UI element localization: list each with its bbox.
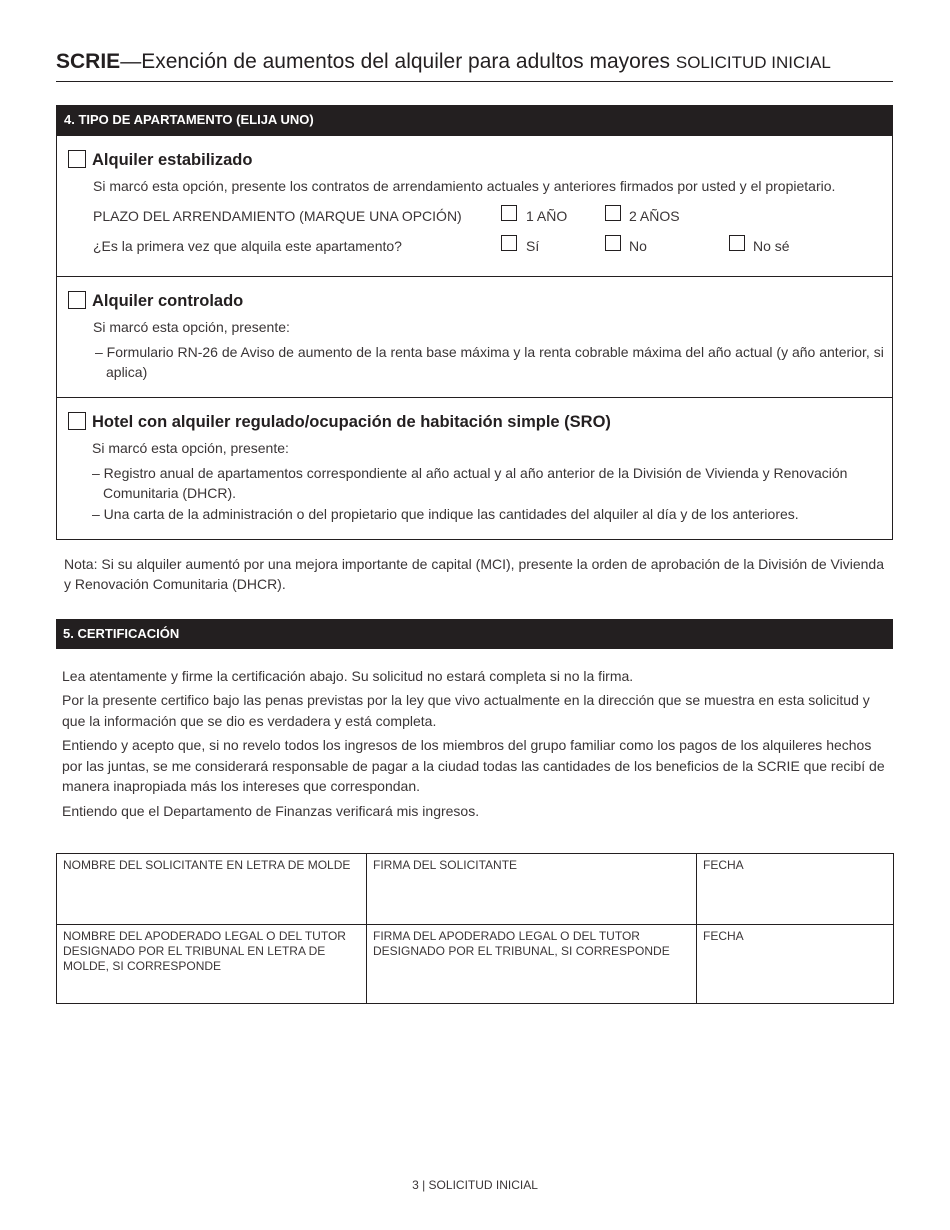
first-time-no-label: No: [629, 238, 647, 254]
guardian-name-field[interactable]: [57, 925, 366, 1003]
lease-2-years-label: 2 AÑOS: [629, 208, 680, 224]
page-footer: 3 | SOLICITUD INICIAL: [412, 1178, 538, 1192]
lease-1-year-label: 1 AÑO: [526, 208, 568, 224]
program-name: SCRIE: [56, 50, 121, 73]
section-apartment-type: [56, 105, 893, 540]
sro-hotel-bullet-1: – Registro anual de apartamentos correspondiente al año actual y al año anterior de la División de Vivienda y Renovación Comunitaria (DHCR).: [92, 465, 848, 501]
rent-stabilized-checkbox[interactable]: [68, 150, 86, 168]
applicant-name-field[interactable]: [57, 854, 366, 924]
signature-table: [56, 853, 894, 1004]
first-time-unsure-checkbox[interactable]: [729, 235, 745, 251]
rent-controlled-bullet: – Formulario RN-26 de Aviso de aumento de la renta base máxima y la renta cobrable máxima del año actual (y año anterior, si aplica): [95, 344, 884, 380]
mci-note: Nota: Si su alquiler aumentó por una mejora importante de capital (MCI), presente la orden de aprobación de la División de Vivienda y Renovación Comunitaria (DHCR).: [64, 556, 884, 592]
option-sro-hotel: [57, 397, 892, 539]
sro-hotel-instruction: Si marcó esta opción, presente:: [92, 440, 289, 456]
page-title: [56, 48, 893, 77]
rent-controlled-checkbox[interactable]: [68, 291, 86, 309]
sro-hotel-bullet-2: – Una carta de la administración o del propietario que indique las cantidades del alquiler al día y de los anteriores.: [92, 506, 799, 522]
first-time-no-checkbox[interactable]: [605, 235, 621, 251]
sro-hotel-checkbox[interactable]: [68, 412, 86, 430]
cert-paragraph-4: Entiendo que el Departamento de Finanzas verificará mis ingresos.: [62, 803, 480, 819]
guardian-signature-field[interactable]: [367, 925, 696, 1003]
lease-term-label: PLAZO DEL ARRENDAMIENTO (MARQUE UNA OPCIÓN): [93, 208, 462, 224]
applicant-signature-field[interactable]: [367, 854, 696, 924]
guardian-signature-label: FIRMA DEL APODERADO LEGAL O DEL TUTOR DESIGNADO POR EL TRIBUNAL, SI CORRESPONDE: [373, 929, 670, 958]
cert-paragraph-3: Entiendo y acepto que, si no revelo todos los ingresos de los miembros del grupo familiar como los pagos de los alquileres hechos por las juntas, se me considerará responsable de pagar a la ciudad todas las cantidades de los beneficios de la SCRIE que recibí de manera inapropiada más los intereses que correspondan.: [62, 737, 885, 794]
title-dash: —: [120, 50, 142, 73]
section-5-title: 5. CERTIFICACIÓN: [56, 619, 893, 649]
sro-hotel-label: Hotel con alquiler regulado/ocupación de habitación simple (SRO): [92, 413, 611, 431]
rent-stabilized-instruction: Si marcó esta opción, presente los contratos de arrendamiento actuales y anteriores firmados por usted y el propietario.: [93, 178, 836, 194]
form-subtitle: SOLICITUD INICIAL: [675, 53, 831, 72]
applicant-signature-label: FIRMA DEL SOLICITANTE: [373, 858, 518, 872]
lease-2-years-checkbox[interactable]: [605, 205, 621, 221]
first-time-yes-label: Sí: [526, 238, 540, 254]
section-4-title: 4. TIPO DE APARTAMENTO (ELIJA UNO): [57, 105, 892, 135]
program-title: Exención de aumentos del alquiler para adultos mayores: [141, 50, 671, 73]
guardian-date-field[interactable]: [697, 925, 893, 1003]
applicant-date-field[interactable]: [697, 854, 893, 924]
first-time-yes-checkbox[interactable]: [501, 235, 517, 251]
page-header: [56, 48, 893, 82]
applicant-name-label: NOMBRE DEL SOLICITANTE EN LETRA DE MOLDE: [63, 858, 351, 872]
rent-controlled-instruction: Si marcó esta opción, presente:: [93, 319, 290, 335]
guardian-name-label: NOMBRE DEL APODERADO LEGAL O DEL TUTOR DESIGNADO POR EL TRIBUNAL EN LETRA DE MOLDE, SI CORRESPONDE: [63, 929, 346, 973]
guardian-date-label: FECHA: [703, 929, 744, 943]
first-time-question: ¿Es la primera vez que alquila este apartamento?: [93, 238, 402, 254]
option-rent-stabilized: [57, 135, 892, 276]
section-certification: [56, 619, 893, 649]
cert-paragraph-1: Lea atentamente y firme la certificación abajo. Su solicitud no estará completa si no la firma.: [62, 668, 634, 684]
rent-stabilized-label: Alquiler estabilizado: [92, 151, 253, 169]
first-time-unsure-label: No sé: [753, 238, 790, 254]
cert-paragraph-2: Por la presente certifico bajo las penas previstas por la ley que vivo actualmente en la dirección que se muestra en esta solicitud y que la información que se dio es verdadera y está completa.: [62, 692, 870, 729]
applicant-date-label: FECHA: [703, 858, 744, 872]
option-rent-controlled: [57, 276, 892, 397]
lease-1-year-checkbox[interactable]: [501, 205, 517, 221]
rent-controlled-label: Alquiler controlado: [92, 292, 244, 310]
